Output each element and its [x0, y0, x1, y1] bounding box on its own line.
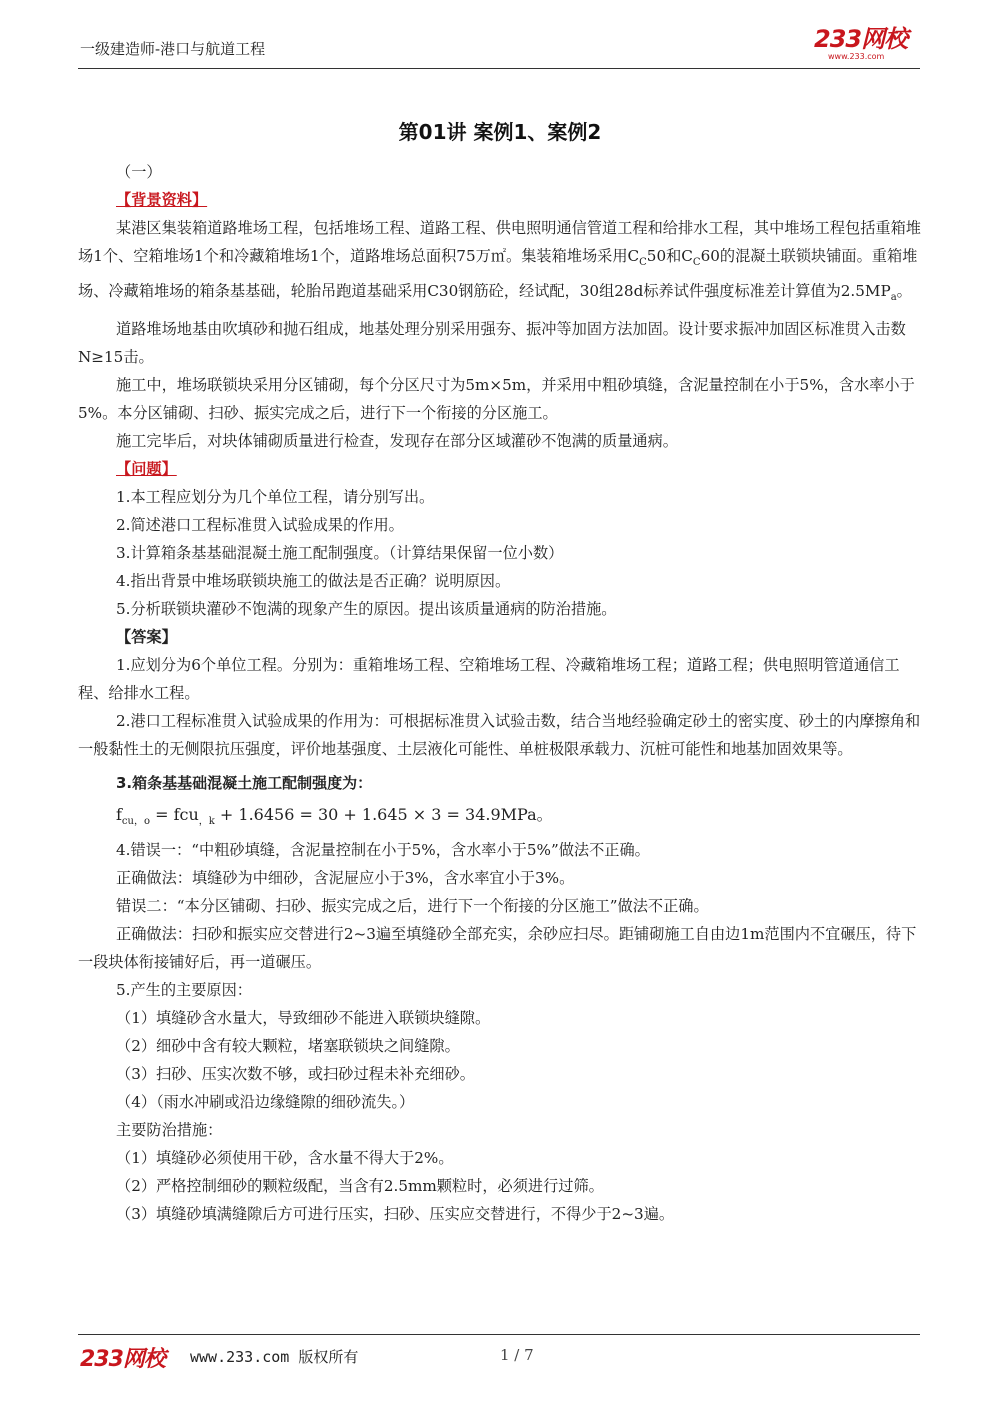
- footer-logo: 233网校: [80, 1347, 165, 1372]
- answer-5-heading: 5.产生的主要原因：: [116, 981, 252, 1000]
- answer-5-cause: （2）细砂中含有较大颗粒，堵塞联锁块之间缝隙。: [116, 1037, 460, 1056]
- answers-heading: 【答案】: [116, 628, 177, 647]
- answer-4-error-1: 4.错误一：“中粗砂填缝，含泥量控制在小于5%，含水率小于5%”做法不正确。: [116, 841, 650, 860]
- question-item: 3.计算箱条基基础混凝土施工配制强度。（计算结果保留一位小数）: [116, 544, 564, 563]
- answer-4-error-2: 错误二：“本分区铺砌、扫砂、振实完成之后，进行下一个衔接的分区施工”做法不正确。: [116, 897, 709, 916]
- answer-5-measure: （2）严格控制细砂的颗粒级配，当含有2.5mm颗粒时，必须进行过筛。: [116, 1177, 604, 1196]
- page-number: 1 / 7: [500, 1346, 534, 1364]
- footer-copyright: www.233.com 版权所有: [190, 1348, 359, 1366]
- answer-3-formula: $f_{cu,o} = fcu_{,k} + 1.6456 = 30 + 1.645 \times 3 = 34.9MPa$。: [116, 805, 553, 828]
- question-item: 1.本工程应划分为几个单位工程，请分别写出。: [116, 488, 435, 507]
- footer-divider: [78, 1334, 920, 1335]
- document-title: 第01讲 案例1、案例2: [398, 120, 602, 144]
- questions-heading: 【问题】: [116, 460, 177, 479]
- page-footer: [80, 1342, 920, 1372]
- answer-5-measure: （1）填缝砂必须使用干砂，含水量不得大于2%。: [116, 1149, 454, 1168]
- background-heading: 【背景资料】: [116, 191, 208, 209]
- background-paragraph-2: 道路堆场地基由吹填砂和抛石组成，地基处理分别采用强夯、振冲等加固方法加固。设计要求振冲加固区标准贯入击数N≥15击。: [78, 320, 906, 367]
- answer-5-measures-heading: 主要防治措施：: [116, 1121, 223, 1140]
- answer-4-fix-1: 正确做法：填缝砂为中细砂，含泥屉应小于3%，含水率宜小于3%。: [116, 869, 575, 888]
- question-item: 5.分析联锁块灌砂不饱满的现象产生的原因。提出该质量通病的防治措施。: [116, 600, 617, 619]
- answer-3-heading: 3.箱条基基础混凝土施工配制强度为：: [116, 774, 373, 793]
- answer-5-cause: （4）（雨水冲刷或沿边缘缝隙的细砂流失。）: [116, 1093, 415, 1112]
- background-paragraph-3: 施工中，堆场联锁块采用分区铺砌，每个分区尺寸为5m×5m，并采用中粗砂填缝，含泥量控制在小于5%，含水率小于5%。本分区铺砌、扫砂、振实完成之后，进行下一个衔接的分区施工。: [78, 376, 915, 423]
- brand-logo: [814, 26, 924, 66]
- answer-2: 2.港口工程标准贯入试验成果的作用为：可根据标准贯入试验击数，结合当地经验确定砂土的密实度、砂土的内摩擦角和一般黏性土的无侧限抗压强度，评价地基强度、土层液化可能性、单桩极限承载力、沉桩可能性和地基加固效果等。: [78, 712, 921, 759]
- logo-text: 233网校: [814, 25, 908, 53]
- logo-url: www.233.com: [828, 52, 885, 61]
- background-paragraph-1: 某港区集装箱道路堆场工程，包括堆场工程、道路工程、供电照明通信管道工程和给排水工程，其中堆场工程包括重箱堆场1个、空箱堆场1个和冷藏箱堆场1个，道路堆场总面积75万㎡。集装箱堆场采用$C_C50$和$C_C60$的混凝土联锁块铺面。重箱堆场、冷藏箱堆场的箱条基基础，轮胎吊跑道基础采用C30钢筋砼，经试配，30组28d标养试件强度标准差计算值为$2.5MP_a$。: [78, 219, 921, 304]
- question-item: 4.指出背景中堆场联锁块施工的做法是否正确？说明原因。: [116, 572, 511, 591]
- answer-5-measure: （3）填缝砂填满缝隙后方可进行压实，扫砂、压实应交替进行，不得少于2~3遍。: [116, 1205, 675, 1224]
- header-divider: [78, 68, 920, 69]
- answer-5-cause: （1）填缝砂含水量大，导致细砂不能进入联锁块缝隙。: [116, 1009, 491, 1028]
- section-number: （一）: [116, 163, 162, 181]
- answer-4-fix-2: 正确做法：扫砂和振实应交替进行2~3遍至填缝砂全部充实，余砂应扫尽。距铺砌施工自由边1m范围内不宜碾压，待下一段块体衔接铺好后，再一道碾压。: [78, 925, 917, 972]
- document-body: [78, 158, 926, 1228]
- answer-1: 1.应划分为6个单位工程。分别为：重箱堆场工程、空箱堆场工程、冷藏箱堆场工程；道路工程；供电照明管道通信工程、给排水工程。: [78, 656, 900, 703]
- background-paragraph-4: 施工完毕后，对块体铺砌质量进行检查，发现存在部分区域灌砂不饱满的质量通病。: [116, 432, 678, 451]
- question-item: 2.简述港口工程标准贯入试验成果的作用。: [116, 516, 404, 535]
- answer-5-cause: （3）扫砂、压实次数不够，或扫砂过程未补充细砂。: [116, 1065, 475, 1084]
- header-title: 一级建造师-港口与航道工程: [80, 40, 266, 58]
